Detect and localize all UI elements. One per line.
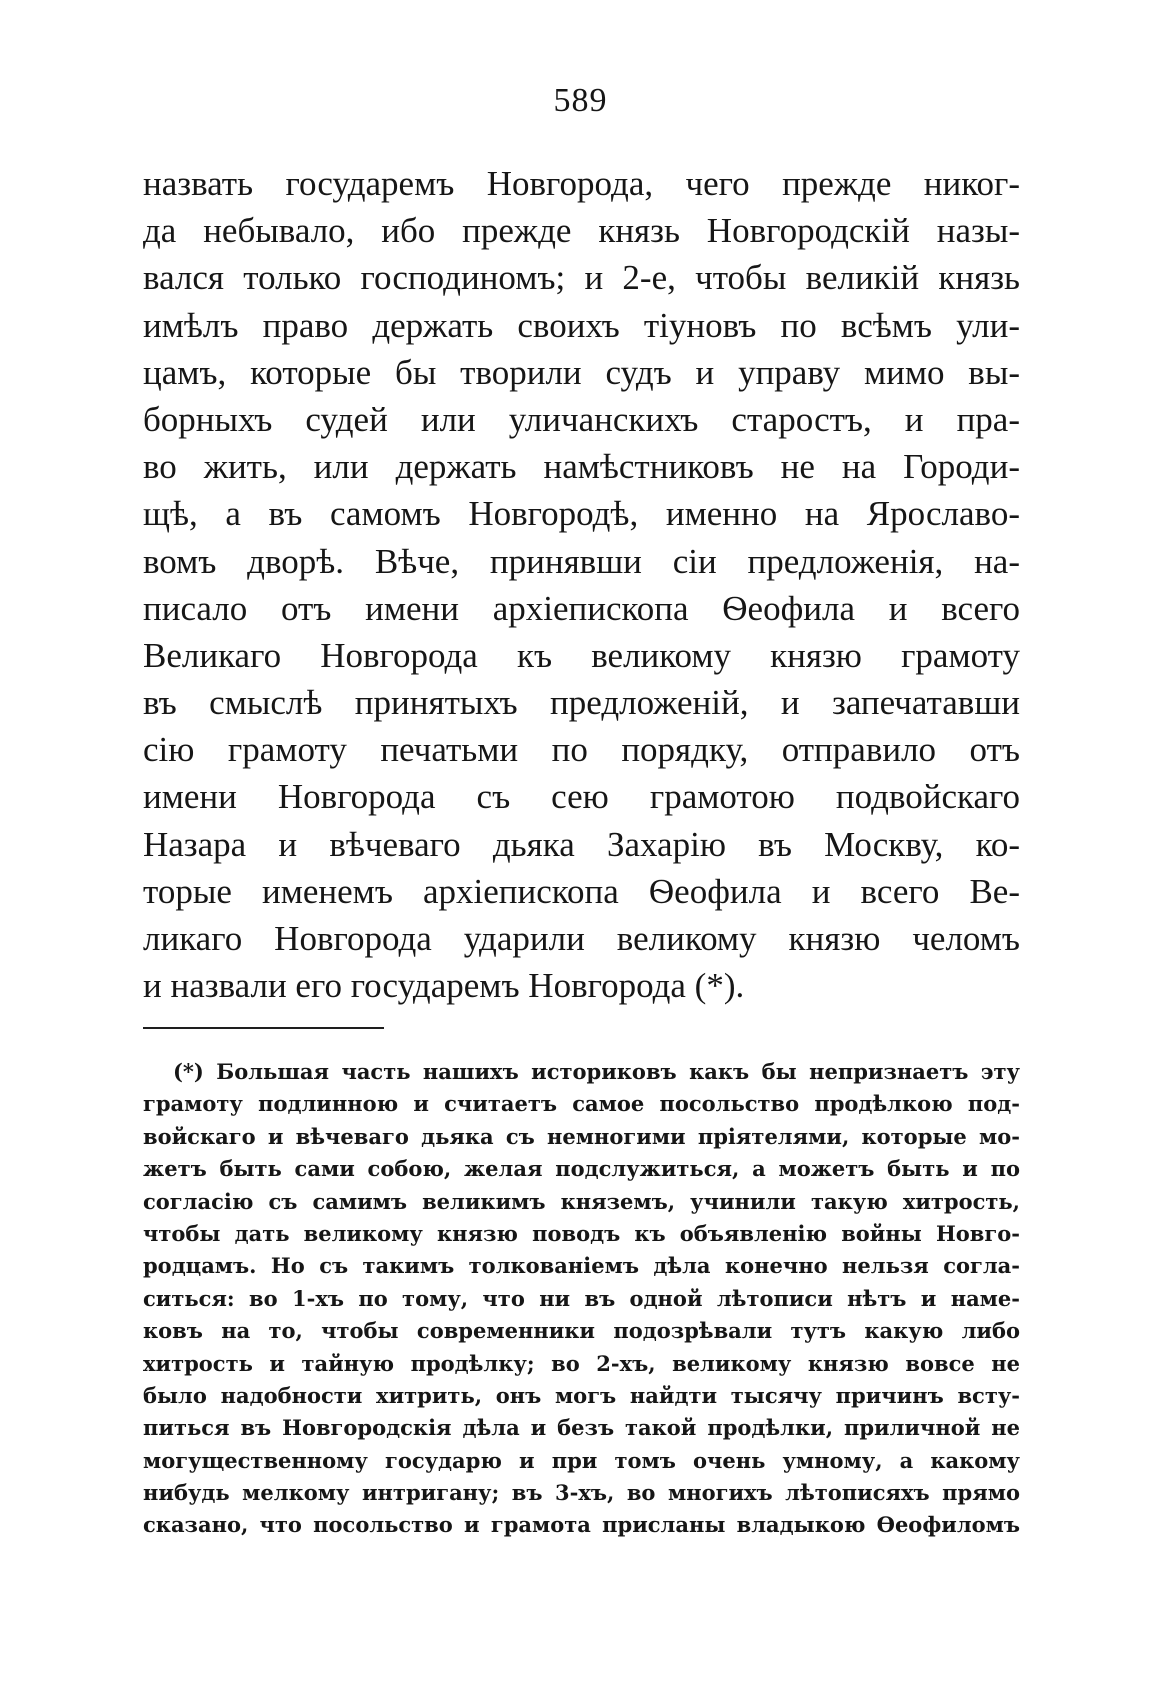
- footnote-line: ситься: во 1-хъ по тому, что ни въ одной лѣтописи нѣтъ и наме-: [143, 1285, 1020, 1311]
- page-number: 589: [553, 82, 608, 119]
- footnote-line: родцамъ. Но съ такимъ толкованіемъ дѣла конечно нельзя согла-: [143, 1253, 1020, 1279]
- footnote-line: (*) Большая часть нашихъ историковъ какъ бы непризнаетъ эту: [173, 1059, 1020, 1084]
- main-text-body: [143, 160, 1020, 1009]
- text-line: сію грамоту печатьми по порядку, отправило отъ: [143, 730, 1020, 770]
- footnote-line: грамоту подлинною и считаетъ самое посольство продѣлкою под-: [143, 1091, 1020, 1117]
- footnote: [143, 1056, 1020, 1542]
- text-line: цамъ, которые бы творили судъ и управу мимо вы-: [143, 352, 1020, 392]
- footnote-line: ковъ на то, чтобы современники подозрѣвали тутъ какую либо: [143, 1318, 1020, 1344]
- text-line: вался только господиномъ; и 2-е, чтобы великій князь: [143, 258, 1020, 298]
- footnote-line: сказано, что посольство и грамота присланы владыкою Ѳеофиломъ: [143, 1512, 1020, 1538]
- text-line: назвать государемъ Новгорода, чего прежде никог-: [143, 164, 1020, 203]
- footnote-line: питься въ Новгородскія дѣла и безъ такой продѣлки, приличной не: [143, 1415, 1020, 1441]
- footnote-line: чтобы дать великому князю поводъ къ объявленію войны Новго-: [143, 1220, 1020, 1246]
- footnote-line: хитрость и тайную продѣлку; во 2-хъ, великому князю вовсе не: [143, 1350, 1020, 1376]
- footnote-line: войскаго и вѣчеваго дьяка съ немногими пріятелями, которые мо-: [143, 1123, 1020, 1149]
- footnote-divider: [143, 1027, 384, 1029]
- footnote-line: согласію съ самимъ великимъ княземъ, учинили такую хитрость,: [143, 1188, 1020, 1214]
- text-line: имени Новгорода съ сею грамотою подвойскаго: [143, 777, 1020, 817]
- text-line: имѣлъ право держать своихъ тіуновъ по всѣмъ ули-: [143, 305, 1020, 345]
- footnote-line: было надобности хитрить, онъ могъ найдти тысячу причинъ всту-: [143, 1382, 1020, 1408]
- text-line: вомъ дворѣ. Вѣче, принявши сіи предложенія, на-: [143, 541, 1020, 581]
- text-line: торые именемъ архіепископа Ѳеофила и всего Ве-: [143, 871, 1020, 911]
- text-line: и назвали его государемъ Новгорода (*).: [143, 966, 745, 1006]
- footnote-line: жетъ быть сами собою, желая подслужиться, а можетъ быть и по: [143, 1156, 1020, 1182]
- text-line: да небывало, ибо прежде князь Новгородскій назы-: [143, 211, 1020, 251]
- text-line: во жить, или держать намѣстниковъ не на Городи-: [143, 447, 1020, 487]
- text-line: Назара и вѣчеваго дьяка Захарію въ Москву, ко-: [143, 824, 1020, 864]
- text-line: Великаго Новгорода къ великому князю грамоту: [143, 635, 1020, 675]
- footnote-line: нибудь мелкому интригану; въ 3-хъ, во многихъ лѣтописяхъ прямо: [143, 1480, 1020, 1506]
- footnote-line: могущественному государю и при томъ очень умному, а какому: [143, 1447, 1020, 1473]
- text-line: ликаго Новгорода ударили великому князю челомъ: [143, 919, 1020, 958]
- text-line: въ смыслѣ принятыхъ предложеній, и запечатавши: [143, 683, 1020, 723]
- text-line: писало отъ имени архіепископа Ѳеофила и всего: [143, 588, 1020, 628]
- text-line: щѣ, а въ самомъ Новгородѣ, именно на Ярославо-: [143, 494, 1020, 534]
- text-line: борныхъ судей или уличанскихъ старостъ, и пра-: [143, 399, 1020, 439]
